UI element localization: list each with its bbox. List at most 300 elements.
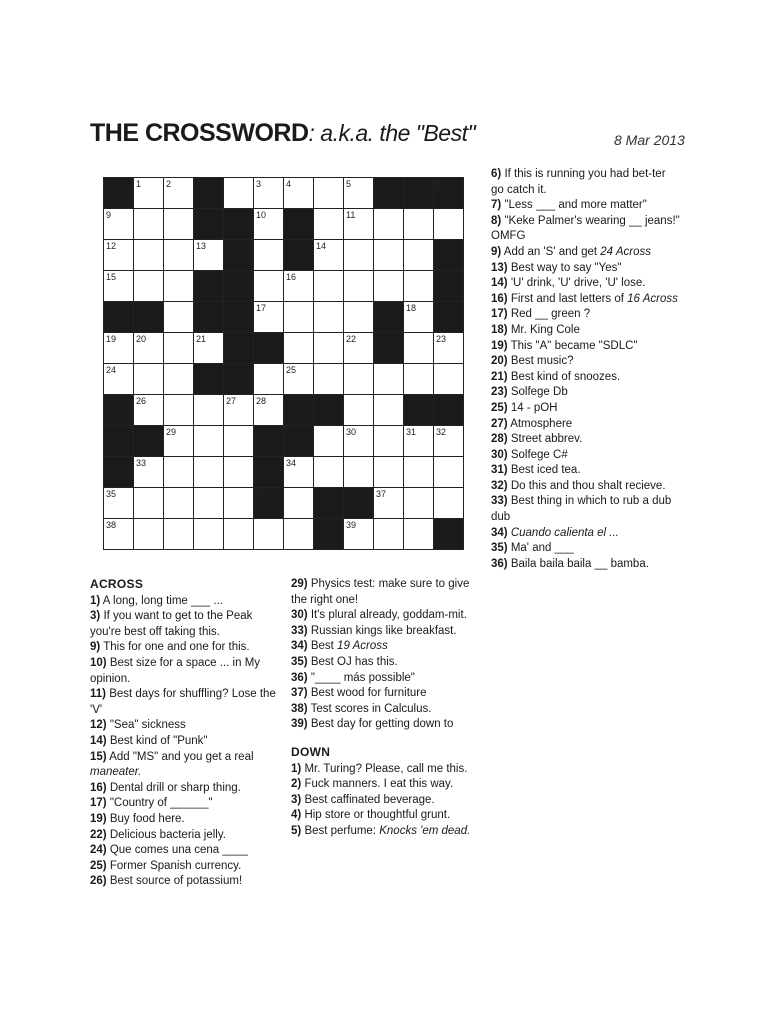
grid-cell[interactable] [254,209,284,240]
down-clue [491,448,681,464]
clue-text: If you want to get to the Peak you're best off taking this. [90,610,253,638]
across-clue [291,655,481,671]
grid-cell[interactable] [254,395,284,426]
clue-text: Atmosphere [510,417,573,430]
grid-cell[interactable] [344,271,374,302]
down-clue [291,777,481,793]
cell-number: 39 [346,520,357,530]
grid-block [194,271,224,302]
clue-text: Street abbrev. [510,433,583,446]
grid-block [284,395,314,426]
clue-text: Ma' and ___ [510,542,574,555]
grid-cell[interactable] [284,364,314,395]
grid-block [434,519,464,550]
cell-number: 38 [106,520,117,530]
grid-cell[interactable] [404,488,434,519]
grid-cell[interactable] [374,240,404,271]
clue-text: Dental drill or sharp thing. [109,781,241,794]
clue-number: 14) [90,734,107,747]
grid-block [284,209,314,240]
clue-text: Delicious bacteria jelly. [109,828,226,841]
grid-cell[interactable] [314,178,344,209]
grid-cell[interactable] [134,240,164,271]
cell-number: 1 [136,179,142,189]
clue-number: 25) [491,401,508,414]
grid-cell[interactable] [284,271,314,302]
down-clue [491,214,681,245]
clue-number: 29) [291,578,308,590]
down-clue [491,261,681,277]
across-clue [291,639,481,655]
grid-cell[interactable] [344,302,374,333]
clue-number: 34) [291,640,308,653]
clue-text: If this is running you had bet-ter go catch it. [491,168,666,196]
grid-block [194,178,224,209]
grid-cell[interactable] [194,395,224,426]
clue-number: 21) [491,370,508,383]
grid-cell[interactable] [224,488,254,519]
across-clue [90,796,278,812]
grid-cell[interactable] [344,333,374,364]
grid-block [104,178,134,209]
clue-number: 36) [491,557,508,570]
grid-block [434,395,464,426]
grid-cell[interactable] [374,271,404,302]
grid-cell[interactable] [314,333,344,364]
grid-cell[interactable] [134,178,164,209]
grid-cell[interactable] [164,519,194,550]
across-heading: ACROSS [90,577,144,591]
grid-cell[interactable] [434,488,464,519]
grid-cell[interactable] [224,457,254,488]
cell-number: 18 [406,303,417,313]
grid-cell[interactable] [314,240,344,271]
down-heading: DOWN [291,744,331,759]
clue-number: 19) [491,339,508,352]
grid-cell[interactable] [194,333,224,364]
across-clue [90,859,278,875]
clue-text: Best [310,640,338,653]
clue-number: 5) [291,824,302,837]
across-clue [90,828,278,844]
grid-cell[interactable] [434,333,464,364]
down-clue [491,354,681,370]
across-clue [90,734,278,750]
cell-number: 5 [346,179,352,189]
grid-block [254,457,284,488]
down-clue [291,808,481,824]
grid-cell[interactable] [194,426,224,457]
grid-block [224,302,254,333]
grid-block [224,364,254,395]
grid-block [344,488,374,519]
down-clue [491,557,681,573]
grid-cell[interactable] [194,519,224,550]
grid-cell[interactable] [404,271,434,302]
cell-number: 3 [256,179,262,189]
clue-number: 15) [90,750,107,763]
clue-text: Add an 'S' and get [503,245,601,258]
clue-number: 9) [90,641,101,654]
clue-text: A long, long time ___ ... [102,594,223,607]
grid-cell[interactable] [344,178,374,209]
down-clue [291,762,481,778]
grid-cell[interactable] [404,302,434,333]
grid-cell[interactable] [284,488,314,519]
down-clue [491,245,681,261]
clue-number: 1) [90,594,101,607]
down-clue [491,276,681,292]
clue-text: Best source of potassium! [109,875,243,888]
grid-cell[interactable] [134,271,164,302]
clue-number: 35) [491,542,508,555]
cell-number: 28 [256,396,267,406]
grid-cell[interactable] [284,178,314,209]
clue-number: 24) [90,844,107,857]
cell-number: 13 [196,241,207,251]
clue-number: 26) [90,875,107,888]
grid-cell[interactable] [164,178,194,209]
down-clue [491,401,681,417]
grid-cell[interactable] [404,519,434,550]
across-clue [90,594,278,610]
grid-cell[interactable] [314,271,344,302]
clue-text: Do this and thou shalt recieve. [510,479,666,492]
across-clue [90,656,278,687]
grid-block [434,240,464,271]
grid-cell[interactable] [194,488,224,519]
grid-cell[interactable] [104,271,134,302]
grid-block [434,178,464,209]
cell-number: 34 [286,458,297,468]
cell-number: 4 [286,179,292,189]
clue-number: 28) [491,433,508,446]
clue-text: 14 - pOH [510,401,558,414]
clue-text: First and last letters of [510,292,628,305]
grid-block [254,488,284,519]
grid-block [404,178,434,209]
across-clue [291,608,481,624]
grid-cell[interactable] [254,240,284,271]
grid-cell[interactable] [344,426,374,457]
grid-cell[interactable] [284,302,314,333]
grid-cell[interactable] [254,271,284,302]
grid-cell[interactable] [344,457,374,488]
grid-cell[interactable] [134,333,164,364]
grid-cell[interactable] [164,488,194,519]
clue-text: Best music? [510,355,574,368]
grid-block [284,426,314,457]
cell-number: 33 [136,458,147,468]
across-clue [90,718,278,734]
across-clue [90,812,278,828]
clue-number: 30) [291,609,308,622]
grid-block [314,519,344,550]
grid-block [434,271,464,302]
down-clue [491,526,681,542]
grid-cell[interactable] [164,240,194,271]
grid-block [254,426,284,457]
grid-block [314,488,344,519]
clue-text: Solfege C# [510,448,568,461]
grid-cell[interactable] [104,364,134,395]
across-clue [291,577,481,608]
grid-cell[interactable] [374,364,404,395]
grid-cell[interactable] [224,426,254,457]
grid-cell[interactable] [374,457,404,488]
grid-block [194,209,224,240]
grid-cell[interactable] [134,488,164,519]
down-clue [491,370,681,386]
grid-cell[interactable] [134,364,164,395]
down-clue [491,541,681,557]
clue-text: Best way to say "Yes" [510,261,622,274]
clue-text: Best day for getting down to [310,718,454,731]
cell-number: 31 [406,427,417,437]
clue-text: "Less ___ and more matter" [504,199,647,212]
clue-text: "Sea" sickness [109,719,186,732]
across-clue [291,624,481,640]
down-clue [291,793,481,809]
grid-cell[interactable] [314,426,344,457]
cell-number: 21 [196,334,207,344]
grid-block [254,333,284,364]
grid-cell[interactable] [434,209,464,240]
grid-cell[interactable] [254,519,284,550]
grid-cell[interactable] [374,395,404,426]
clue-text: Best days for shuffling? Lose the 'V' [90,688,276,716]
clue-text: This "A" became "SDLC" [510,339,638,352]
grid-block [404,395,434,426]
grid-cell[interactable] [134,457,164,488]
grid-cell[interactable] [104,519,134,550]
grid-cell[interactable] [104,209,134,240]
down-clue [491,167,681,198]
grid-cell[interactable] [164,426,194,457]
across-clue [90,640,278,656]
cell-number: 36 [256,489,267,499]
grid-cell[interactable] [254,302,284,333]
clue-number: 39) [291,718,308,731]
grid-cell[interactable] [404,209,434,240]
grid-cell[interactable] [134,519,164,550]
grid-cell[interactable] [434,364,464,395]
clue-number: 20) [491,355,508,368]
grid-block [104,395,134,426]
down-clue [491,385,681,401]
grid-block [194,302,224,333]
clue-number: 33) [491,495,508,508]
grid-cell[interactable] [134,395,164,426]
clue-number: 22) [90,828,107,841]
cell-number: 24 [106,365,117,375]
grid-cell[interactable] [344,364,374,395]
clue-number: 31) [491,464,508,477]
clues-column-3 [491,167,681,572]
grid-block [104,302,134,333]
grid-cell[interactable] [314,364,344,395]
grid-cell[interactable] [164,271,194,302]
grid-cell[interactable] [404,457,434,488]
grid-cell[interactable] [194,457,224,488]
grid-cell[interactable] [404,240,434,271]
clue-number: 30) [491,448,508,461]
clue-number: 14) [491,277,508,290]
clue-number: 18) [491,323,508,336]
clue-number: 32) [491,479,508,492]
across-clue [90,687,278,718]
clue-text: Russian kings like breakfast. [310,624,457,637]
grid-block [134,426,164,457]
grid-cell[interactable] [374,426,404,457]
clue-number: 37) [291,687,308,700]
grid-cell[interactable] [374,519,404,550]
grid-cell[interactable] [404,364,434,395]
grid-block [194,364,224,395]
down-clue [491,292,681,308]
across-clue [90,874,278,890]
grid-block [374,333,404,364]
cell-number: 9 [106,210,112,220]
grid-cell[interactable] [344,395,374,426]
clue-number: 1) [291,762,302,775]
grid-cell[interactable] [104,333,134,364]
cell-number: 2 [166,179,172,189]
grid-cell[interactable] [434,426,464,457]
across-clue [291,717,481,733]
clue-number: 9) [491,245,502,258]
clue-number: 27) [491,417,508,430]
down-clue [491,494,681,525]
clue-number: 36) [291,671,308,684]
grid-cell[interactable] [344,209,374,240]
clue-number: 4) [291,809,302,822]
grid-cell[interactable] [164,333,194,364]
grid-cell[interactable] [194,240,224,271]
grid-block [224,271,254,302]
grid-cell[interactable] [404,426,434,457]
cell-number: 30 [346,427,357,437]
grid-cell[interactable] [224,519,254,550]
clue-number: 34) [491,526,508,539]
grid-cell[interactable] [164,457,194,488]
grid-cell[interactable] [104,488,134,519]
clue-number: 35) [291,655,308,668]
grid-block [314,395,344,426]
cell-number: 32 [436,427,447,437]
clue-number: 7) [491,199,502,212]
down-clue [491,432,681,448]
clue-number: 10) [90,656,107,669]
clue-text: It's plural already, goddam-mit. [310,609,467,622]
grid-cell[interactable] [164,302,194,333]
cell-number: 12 [106,241,117,251]
across-clue [291,671,481,687]
grid-block [374,302,404,333]
clue-italic-text: maneater. [90,766,142,779]
clue-number: 38) [291,702,308,715]
clue-text: Best wood for furniture [310,687,427,700]
clue-number: 23) [491,386,508,399]
grid-block [224,209,254,240]
clue-text: Best kind of "Punk" [109,734,208,747]
clue-text: "Keke Palmer's wearing __ jeans!" OMFG [491,214,680,243]
cell-number: 29 [166,427,177,437]
grid-cell[interactable] [224,395,254,426]
clue-text: Best kind of snoozes. [510,370,621,383]
cell-number: 14 [316,241,327,251]
clue-text: Buy food here. [109,812,185,825]
clue-text: "____ más possible" [310,671,415,684]
clue-text: Que comes una cena ____ [109,844,248,857]
across-clue [90,843,278,859]
grid-cell[interactable] [374,209,404,240]
cell-number: 19 [106,334,117,344]
date-label: 8 Mar 2013 [614,132,685,148]
clue-italic-text: 24 Across [600,245,651,258]
grid-cell[interactable] [284,333,314,364]
grid-cell[interactable] [254,178,284,209]
clue-text: Baila baila baila __ bamba. [510,557,649,570]
clue-text: Best size for a space ... in My opinion. [90,656,261,685]
grid-cell[interactable] [224,178,254,209]
grid-cell[interactable] [164,364,194,395]
cell-number: 26 [136,396,147,406]
clues-column-2 [291,577,481,840]
grid-cell[interactable] [314,302,344,333]
grid-cell[interactable] [284,519,314,550]
cell-number: 16 [286,272,297,282]
clue-text: Add "MS" and you get a real [109,750,254,763]
grid-cell[interactable] [164,209,194,240]
grid-cell[interactable] [344,519,374,550]
grid-cell[interactable] [344,240,374,271]
clue-text: Red __ green ? [510,308,591,321]
cell-number: 37 [376,489,387,499]
across-clue [291,686,481,702]
clue-text: Former Spanish currency. [109,859,242,872]
clues-column-1 [90,577,278,890]
across-clue [90,781,278,797]
grid-cell[interactable] [314,209,344,240]
grid-cell[interactable] [284,457,314,488]
clue-italic-text: 16 Across [627,292,678,305]
clue-number: 3) [90,610,101,623]
down-clue [291,824,481,840]
grid-cell[interactable] [374,488,404,519]
grid-block [284,240,314,271]
clue-number: 12) [90,719,107,732]
cell-number: 20 [136,334,147,344]
grid-cell[interactable] [104,240,134,271]
clue-text: Test scores in Calculus. [310,702,432,715]
down-clue [491,463,681,479]
grid-block [224,333,254,364]
grid-cell[interactable] [404,333,434,364]
grid-cell[interactable] [254,364,284,395]
grid-cell[interactable] [314,457,344,488]
cell-number: 8 [436,179,442,189]
clue-text: Hip store or thoughtful grunt. [304,809,451,822]
grid-cell[interactable] [434,457,464,488]
grid-cell[interactable] [134,209,164,240]
cell-number: 35 [106,489,117,499]
clue-number: 13) [491,261,508,274]
clue-text: 'U' drink, 'U' drive, 'U' lose. [510,277,646,290]
grid-block [434,302,464,333]
down-clue [491,339,681,355]
grid-cell[interactable] [164,395,194,426]
